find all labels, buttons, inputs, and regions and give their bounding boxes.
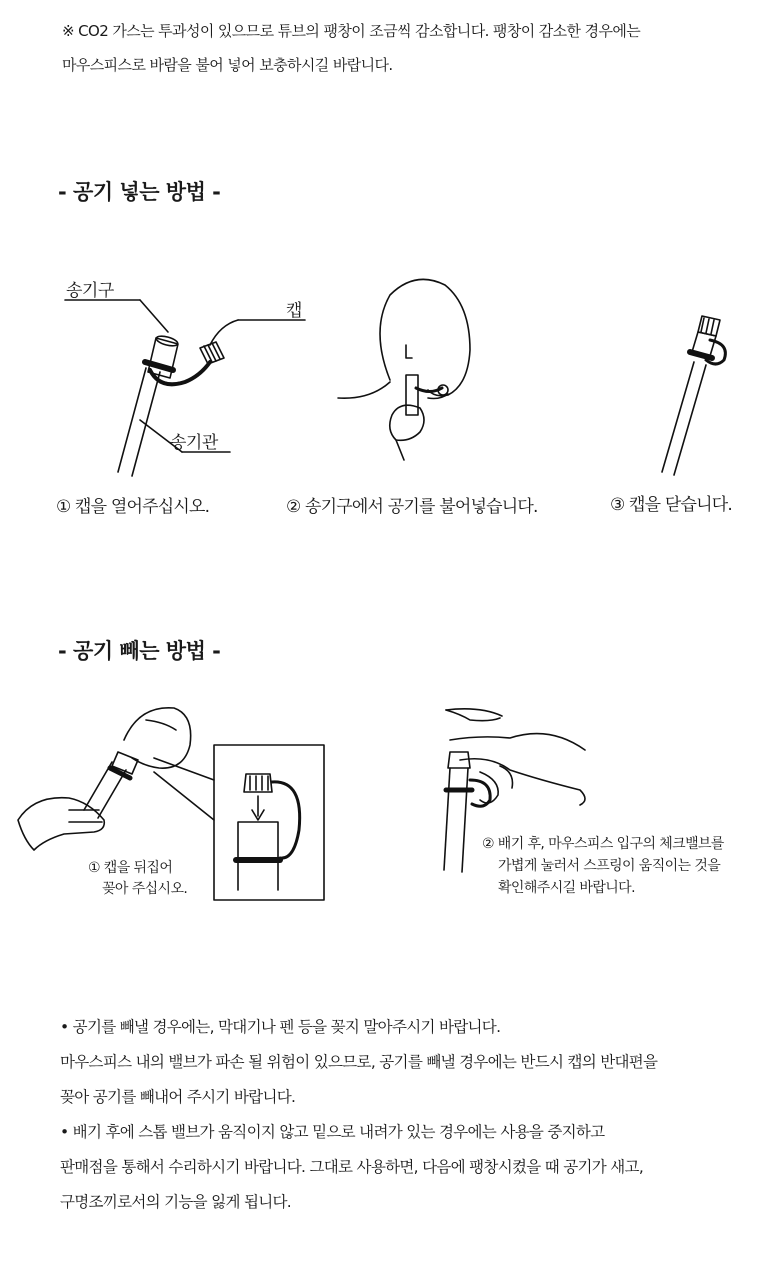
caution-line-6: 구명조끼로서의 기능을 잃게 됩니다. xyxy=(60,1193,292,1211)
valve-label: 송기구 xyxy=(66,281,114,301)
inflate-step-3: ③ 캡을 닫습니다. xyxy=(610,495,732,515)
blowing-illustration xyxy=(330,270,500,460)
intro-line-1: ※ CO2 가스는 투과성이 있으므로 튜브의 팽창이 조금씩 감소합니다. 팽창이 감소한 경우에는 xyxy=(62,22,641,40)
caution-line-3: 꽂아 공기를 빼내어 주시기 바랍니다. xyxy=(60,1088,296,1106)
cap-label: 캡 xyxy=(286,301,302,321)
intro-line-2: 마우스피스로 바람을 불어 넣어 보충하시길 바랍니다. xyxy=(62,56,393,74)
tube-label: 송기관 xyxy=(170,433,218,453)
inflate-heading: - 공기 넣는 방법 - xyxy=(58,180,221,204)
deflate-step-2-line-3: 확인해주시길 바랍니다. xyxy=(498,880,635,896)
caution-line-2: 마우스피스 내의 밸브가 파손 될 위험이 있으므로, 공기를 빼낼 경우에는 반드시 캡의 반대편을 xyxy=(60,1053,658,1071)
caution-line-4: • 배기 후에 스톱 밸브가 움직이지 않고 밑으로 내려가 있는 경우에는 사용을 중지하고 xyxy=(60,1123,605,1141)
deflate-step-2-line-1: ② 배기 후, 마우스피스 입구의 체크밸브를 xyxy=(482,836,724,852)
deflate-step-1-line-1: ① 캡을 뒤집어 xyxy=(88,860,173,876)
intro-note xyxy=(62,14,762,82)
deflate-heading: - 공기 빼는 방법 - xyxy=(58,639,221,663)
caution-notes xyxy=(60,1010,770,1220)
open-cap-illustration xyxy=(60,290,320,490)
caution-line-1: • 공기를 빼낼 경우에는, 막대기나 펜 등을 꽂지 말아주시기 바랍니다. xyxy=(60,1018,501,1036)
caution-line-5: 판매점을 통해서 수리하시기 바랍니다. 그대로 사용하면, 다음에 팽창시켰을 때 공기가 새고, xyxy=(60,1158,644,1176)
closed-cap-illustration xyxy=(650,310,740,480)
deflate-step-1-line-2: 꽂아 주십시오. xyxy=(102,881,188,897)
deflate-step-2-line-2: 가볍게 눌러서 스프링이 움직이는 것을 xyxy=(498,858,721,874)
reverse-cap-illustration xyxy=(14,700,334,900)
inflate-step-1: ① 캡을 열어주십시오. xyxy=(56,497,210,517)
inflate-step-2: ② 송기구에서 공기를 불어넣습니다. xyxy=(286,497,538,517)
